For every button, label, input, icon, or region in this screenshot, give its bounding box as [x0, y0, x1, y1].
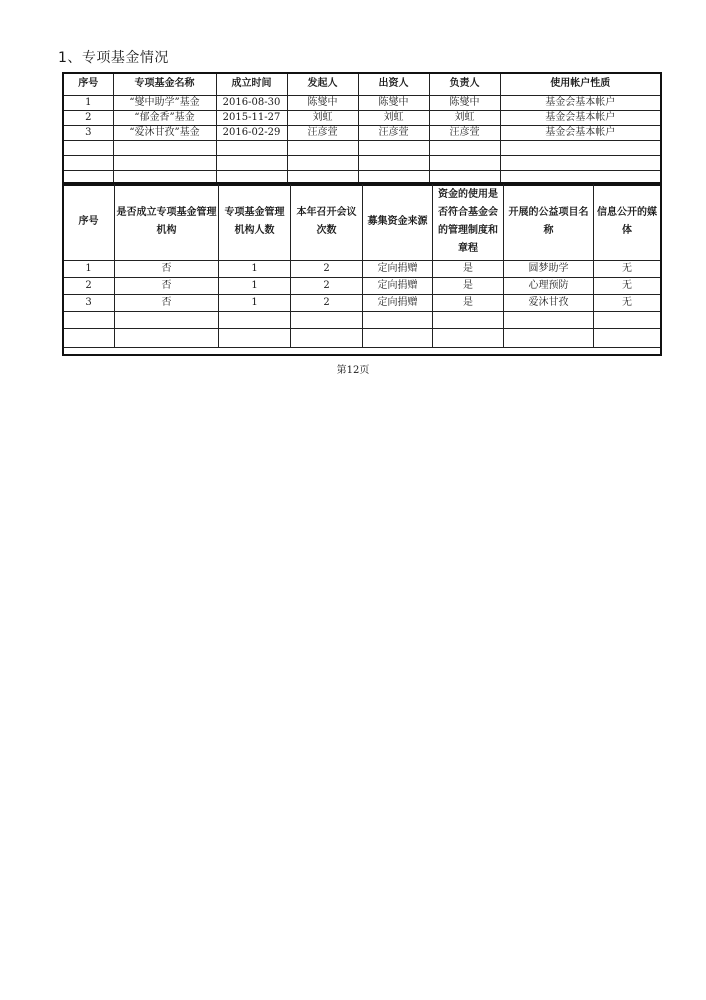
table-cell: “郁金香”基金 [113, 110, 216, 125]
table-cell: 2 [291, 295, 363, 312]
table-row [63, 110, 661, 125]
empty-cell [63, 155, 113, 170]
empty-cell [594, 329, 661, 348]
table-cell: 否 [115, 295, 219, 312]
table-cell: 否 [115, 261, 219, 278]
table-cell: 基金会基本帐户 [500, 125, 661, 140]
table-cell: 2016-02-29 [216, 125, 287, 140]
table-cell: 1 [63, 261, 115, 278]
empty-cell [287, 155, 358, 170]
col-header-org-headcount: 专项基金管理机构人数 [219, 183, 291, 261]
col-header-index: 序号 [63, 183, 115, 261]
table-cell: 心理预防 [504, 278, 594, 295]
empty-cell [594, 312, 661, 329]
table-cell: 刘虹 [429, 110, 500, 125]
empty-cell [504, 329, 594, 348]
empty-table-row [63, 329, 661, 348]
table-cell: 1 [219, 295, 291, 312]
col-header-project-name: 开展的公益项目名称 [504, 183, 594, 261]
empty-cell [219, 312, 291, 329]
table-cell: 3 [63, 125, 113, 140]
empty-cell [291, 329, 363, 348]
table-cell: 汪彦萱 [429, 125, 500, 140]
fund-info-table [62, 72, 662, 186]
empty-table-row [63, 155, 661, 170]
table-cell: 定向捐赠 [363, 278, 433, 295]
table-cell: 3 [63, 295, 115, 312]
empty-cell [500, 155, 661, 170]
empty-cell [358, 155, 429, 170]
col-header-meeting-count: 本年召开会议次数 [291, 183, 363, 261]
empty-cell [429, 155, 500, 170]
table-row [63, 95, 661, 110]
empty-table-row [63, 140, 661, 155]
empty-table-row [63, 312, 661, 329]
table-cell: 2016-08-30 [216, 95, 287, 110]
table-cell: 刘虹 [287, 110, 358, 125]
empty-cell [216, 140, 287, 155]
empty-cell [500, 140, 661, 155]
empty-cell [504, 312, 594, 329]
table-cell: 2015-11-27 [216, 110, 287, 125]
table-cell: 爱沐甘孜 [504, 295, 594, 312]
table-cell: “爱沐甘孜”基金 [113, 125, 216, 140]
table-cell: 2 [63, 278, 115, 295]
table-header-row [63, 73, 661, 95]
table-row [63, 278, 661, 295]
table-cell: 2 [63, 110, 113, 125]
table-cell: “燮中助学”基金 [113, 95, 216, 110]
empty-cell [113, 155, 216, 170]
table-row [63, 125, 661, 140]
table-cell: 否 [115, 278, 219, 295]
table-row [63, 261, 661, 278]
col-header-manager: 负责人 [429, 73, 500, 95]
table-cell: 是 [433, 295, 504, 312]
table-cell: 定向捐赠 [363, 295, 433, 312]
table-cell: 1 [63, 95, 113, 110]
empty-cell [291, 312, 363, 329]
table-cell: 定向捐赠 [363, 261, 433, 278]
empty-cell [113, 140, 216, 155]
empty-cell [219, 329, 291, 348]
table-cell: 陈燮中 [358, 95, 429, 110]
col-header-index: 序号 [63, 73, 113, 95]
empty-cell [433, 329, 504, 348]
empty-cell [287, 140, 358, 155]
table-cell: 2 [291, 278, 363, 295]
table-row [63, 295, 661, 312]
fund-management-table [62, 182, 661, 348]
empty-cell [115, 312, 219, 329]
col-header-account-type: 使用帐户性质 [500, 73, 661, 95]
table-cell: 2 [291, 261, 363, 278]
page-number: 第12页 [336, 365, 370, 376]
table-cell: 1 [219, 261, 291, 278]
table-cell: 刘虹 [358, 110, 429, 125]
col-header-fund-source: 募集资金来源 [363, 183, 433, 261]
empty-cell [358, 140, 429, 155]
table-cell: 是 [433, 261, 504, 278]
table-cell: 1 [219, 278, 291, 295]
table-cell: 无 [594, 295, 661, 312]
table-cell: 无 [594, 261, 661, 278]
col-header-has-management-org: 是否成立专项基金管理机构 [115, 183, 219, 261]
col-header-fund-name: 专项基金名称 [113, 73, 216, 95]
section-heading: 1、专项基金情况 [58, 50, 169, 66]
col-header-founded-date: 成立时间 [216, 73, 287, 95]
col-header-disclosure-media: 信息公开的媒体 [594, 183, 661, 261]
empty-cell [216, 155, 287, 170]
table-cell: 陈燮中 [429, 95, 500, 110]
empty-cell [363, 312, 433, 329]
col-header-funder: 出资人 [358, 73, 429, 95]
table-cell: 是 [433, 278, 504, 295]
table-cell: 基金会基本帐户 [500, 95, 661, 110]
table-cell: 基金会基本帐户 [500, 110, 661, 125]
table-cell: 圆梦助学 [504, 261, 594, 278]
table-cell: 汪彦萱 [287, 125, 358, 140]
empty-cell [63, 329, 115, 348]
table-cell: 汪彦萱 [358, 125, 429, 140]
col-header-compliance: 资金的使用是否符合基金会的管理制度和章程 [433, 183, 504, 261]
col-header-initiator: 发起人 [287, 73, 358, 95]
empty-cell [363, 329, 433, 348]
empty-cell [433, 312, 504, 329]
table-cell: 无 [594, 278, 661, 295]
table-cell: 陈燮中 [287, 95, 358, 110]
empty-cell [63, 312, 115, 329]
table-header-row [63, 183, 661, 261]
empty-cell [429, 140, 500, 155]
empty-cell [115, 329, 219, 348]
empty-cell [63, 140, 113, 155]
